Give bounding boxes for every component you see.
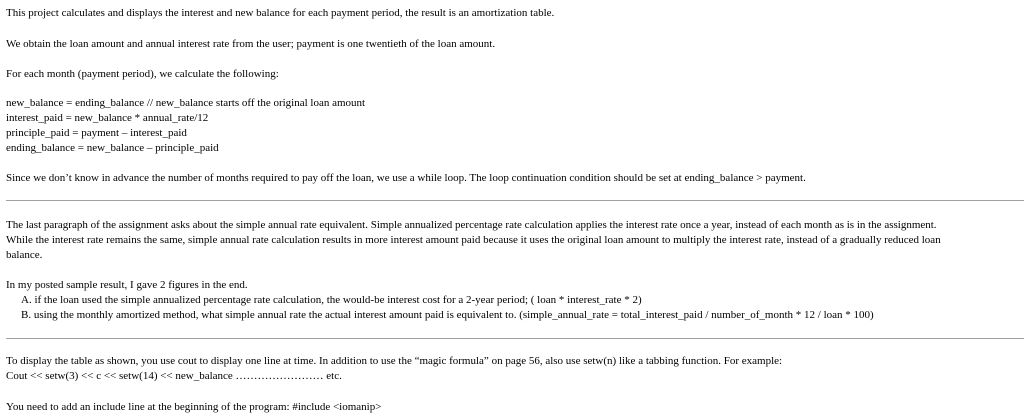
section-divider [6, 338, 1024, 339]
each-month-paragraph: For each month (payment period), we calculate the following: [6, 68, 279, 80]
simple-rate-paragraph-line: balance. [6, 249, 43, 261]
figures-intro: In my posted sample result, I gave 2 figures in the end. [6, 279, 248, 291]
intro-paragraph: This project calculates and displays the interest and new balance for each payment period, the result is an amortization table. [6, 7, 555, 19]
formula-new-balance: new_balance = ending_balance // new_balance starts off the original loan amount [6, 97, 366, 109]
input-paragraph: We obtain the loan amount and annual interest rate from the user; payment is one twentieth of the loan amount. [6, 38, 496, 50]
formula-interest-paid: interest_paid = new_balance * annual_rate/12 [6, 112, 209, 124]
figure-item-a: A. if the loan used the simple annualized percentage rate calculation, the would-be interest cost for a 2-year period; ( loan * interest_rate * 2) [21, 294, 642, 306]
simple-rate-paragraph-line: While the interest rate remains the same, simple annual rate calculation results in more interest amount paid because it uses the original loan amount to multiply the interest rate, instead of a gradually reduced loan [6, 234, 941, 246]
formula-ending-balance: ending_balance = new_balance – principle_paid [6, 142, 219, 154]
display-note-paragraph: To display the table as shown, you use cout to display one line at time. In addition to use the “magic formula” on page 56, also use setw(n) like a tabbing function. For example: [6, 355, 783, 367]
cout-example: Cout << setw(3) << c << setw(14) << new_balance …………………… etc. [6, 370, 342, 382]
section-divider [6, 200, 1024, 201]
simple-rate-paragraph-line: The last paragraph of the assignment asks about the simple annual rate equivalent. Simple annualized percentage rate calculation applies the interest rate once a year, instead of each month as is in the assignment. [6, 219, 937, 231]
figure-item-b: B. using the monthly amortized method, what simple annual rate the actual interest amount paid is equivalent to. (simple_annual_rate = total_interest_paid / number_of_month * 12 / loan * 100) [21, 309, 874, 321]
include-note-paragraph: You need to add an include line at the beginning of the program: #include <iomanip> [6, 401, 382, 413]
formula-principle-paid: principle_paid = payment – interest_paid [6, 127, 187, 139]
loop-note-paragraph: Since we don’t know in advance the number of months required to pay off the loan, we use a while loop. The loop continuation condition should be set at ending_balance > payment. [6, 172, 806, 184]
